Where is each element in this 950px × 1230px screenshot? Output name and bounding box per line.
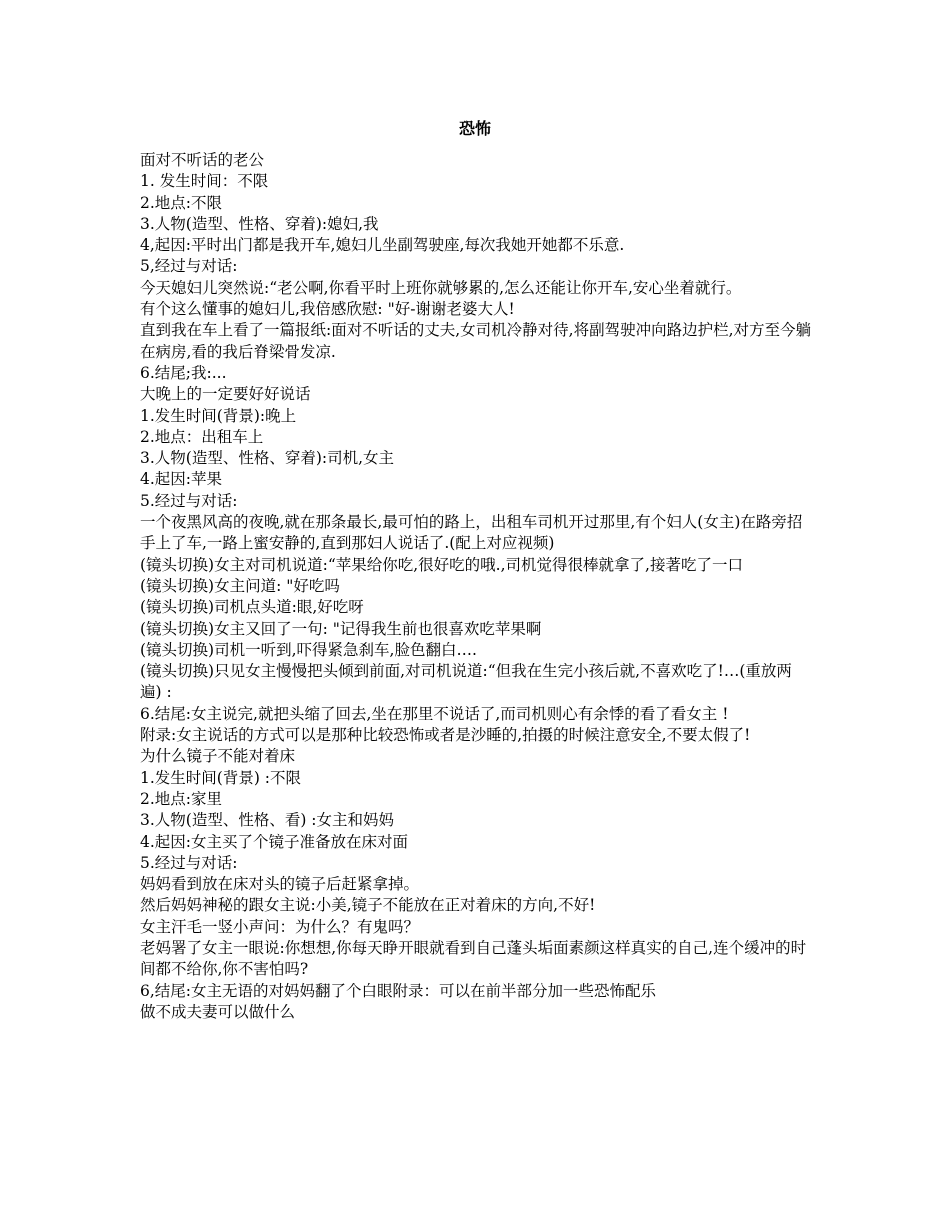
paragraph: 2.地点:家里 [140,789,223,808]
paragraph: 6.结尾:女主说完,就把头缩了回去,坐在那里不说话了,而司机则心有余悸的看了看女主 ! [140,704,729,723]
paragraph: 大晚上的一定要好好说话 [140,385,311,404]
paragraph: 直到我在车上看了一篇报纸:面对不听话的丈夫,女司机冷静对待,将副驾驶冲向路边护栏,对方至今躺在病房,看的我后脊梁骨发凉. [140,321,812,361]
paragraph: (镜头切换)司机点头道:眼,好吃呀 [140,598,364,617]
paragraph: (镜头切换)女主又回了一句: "记得我生前也很喜欢吃苹果啊 [140,619,542,638]
paragraph: (镜头切换)只见女主慢慢把头倾到前面,对司机说道:“但我在生完小孩后就,不喜欢吃了!…(重放两遍) : [140,662,792,702]
paragraph: 5,经过与对话: [140,257,238,276]
paragraph: 5.经过与对话: [140,853,238,872]
document-title: 恐怖 [458,119,491,138]
paragraph: 5.经过与对话: [140,491,238,510]
paragraph: 6,结尾:女主无语的对妈妈翻了个白眼附录：可以在前半部分加一些恐怖配乐 [140,981,657,1000]
paragraph: 3.人物(造型、性格、看) :女主和妈妈 [140,811,395,830]
paragraph: 6.结尾;我:... [140,363,227,382]
paragraph: 3.人物(造型、性格、穿着):司机,女主 [140,449,395,468]
paragraph: 面对不听话的老公 [140,151,265,169]
paragraph: 2.地点：出租车上 [140,427,264,446]
paragraph: 附录:女主说话的方式可以是那种比较恐怖或者是沙睡的,拍摄的时候注意安全,不要太假了! [140,726,751,745]
paragraph: (镜头切换)司机一听到,吓得紧急刹车,脸色翻白…. [140,640,477,659]
paragraph: 有个这么懂事的媳妇儿,我倍感欣慰: "好-谢谢老婆大人! [140,300,515,319]
paragraph: 老妈署了女主一眼说:你想想,你每天睁开眼就看到自己蓬头垢面素颜这样真实的自己,连个缓冲的时间都不给你,你不害怕吗? [140,938,807,979]
paragraph: 妈妈看到放在床对头的镜子后赶紧拿掉。 [140,875,420,894]
paragraph: 1.发生时间(背景) :不限 [140,768,302,787]
paragraph: 3.人物(造型、性格、穿着):媳妇,我 [140,214,379,233]
paragraph: 今天媳妇儿突然说:“老公啊,你看平时上班你就够累的,怎么还能让你开车,安心坐着就行。 [140,278,742,297]
paragraph: 为什么镜子不能对着床 [140,747,296,766]
paragraph: 1. 发生时间：不限 [140,172,269,191]
paragraph: 4.起因:女主买了个镜子准备放在床对面 [140,832,409,851]
document-body [140,150,812,1023]
paragraph: 一个夜黑风高的夜晚,就在那条最长,最可怕的路上，出租车司机开过那里,有个妇人(女主)在路旁招手上了车,一路上蜜安静的,直到那妇人说话了.(配上对应视频) [140,513,803,553]
paragraph: 然后妈妈神秘的跟女主说:小美,镜子不能放在正对着床的方向,不好! [140,896,596,915]
paragraph: 4,起因:平时出门都是我开车,媳妇儿坐副驾驶座,每次我她开她都不乐意. [140,236,625,255]
paragraph: 女主汗毛一竖小声问：为什么？有鬼吗？ [140,917,420,936]
paragraph: 1.发生时间(背景):晚上 [140,406,297,425]
paragraph: (镜头切换)女主对司机说道:“苹果给你吃,很好吃的哦.,司机觉得很棒就拿了,接著吃了一口 [140,555,743,574]
paragraph: 做不成夫妻可以做什么 [140,1002,296,1021]
paragraph: 4.起因:苹果 [140,470,223,489]
paragraph: (镜头切换)女主问道: "好吃吗 [140,576,340,595]
paragraph: 2.地点:不限 [140,193,223,212]
